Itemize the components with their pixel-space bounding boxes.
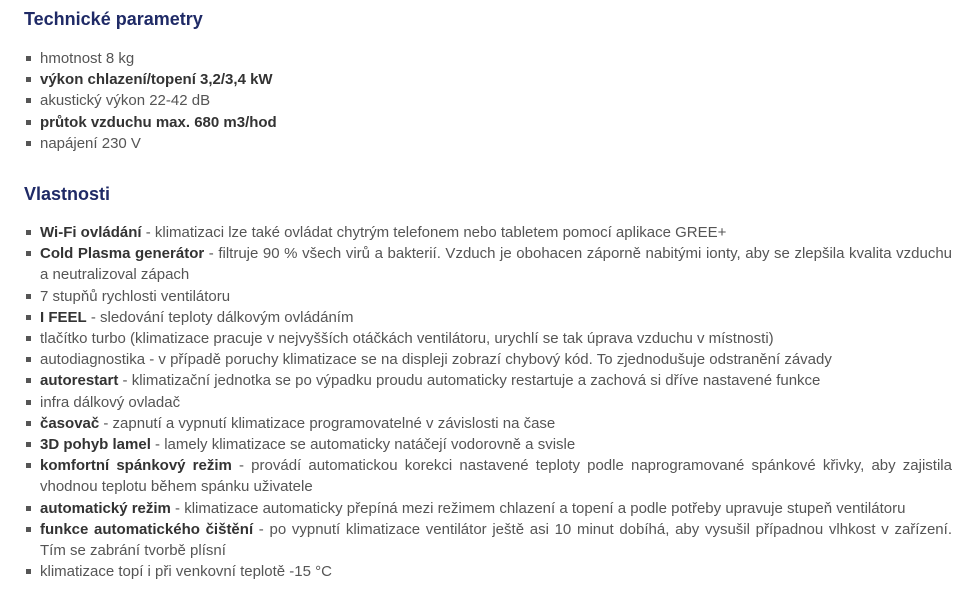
list-item-text: 7 stupňů rychlosti ventilátoru bbox=[40, 287, 231, 305]
list-item-text: - filtruje 90 % všech virů a bakterií. Vzduch je obohacen záporně nabitými ionty, aby se zlepšila kvalita vzduchu a neutralizoval zápach bbox=[40, 245, 952, 284]
square-bullet-icon bbox=[26, 294, 31, 299]
list-item bbox=[24, 370, 952, 391]
square-bullet-icon bbox=[26, 77, 31, 82]
square-bullet-icon bbox=[26, 463, 31, 468]
list-item bbox=[24, 307, 952, 328]
list-item-text: - lamely klimatizace se automaticky natáčejí vodorovně a svisle bbox=[150, 436, 576, 454]
list-item-bold: I FEEL bbox=[40, 308, 87, 326]
square-bullet-icon bbox=[26, 400, 31, 405]
list-item-text: napájení 230 V bbox=[40, 134, 141, 152]
list-item bbox=[24, 413, 952, 434]
list-item bbox=[24, 328, 952, 349]
list-item-bold: funkce automatického čištění bbox=[40, 520, 254, 538]
list-item-bold: automatický režim bbox=[40, 499, 171, 517]
square-bullet-icon bbox=[26, 120, 31, 125]
list-item bbox=[24, 349, 952, 370]
list-item bbox=[24, 286, 952, 307]
list-item-text: - po vypnutí klimatizace ventilátor ještě asi 10 minut dobíhá, aby vysušil případnou vlhkost v zařízení. Tím se zabrání tvorbě plísní bbox=[40, 520, 952, 560]
list-item bbox=[24, 434, 952, 455]
list-item bbox=[24, 519, 952, 561]
square-bullet-icon bbox=[26, 442, 31, 447]
properties-list bbox=[24, 222, 952, 582]
list-item-text: - zapnutí a vypnutí klimatizace programovatelné v závislosti na čase bbox=[99, 414, 556, 432]
square-bullet-icon bbox=[26, 230, 31, 235]
list-item-text: - klimatizace automaticky přepíná mezi režimem chlazení a topení a podle potřeby upravuje stupeň ventilátoru bbox=[170, 499, 906, 517]
section-heading-properties: Vlastnosti bbox=[24, 184, 111, 204]
square-bullet-icon bbox=[26, 378, 31, 383]
square-bullet-icon bbox=[26, 336, 31, 341]
list-item-bold: časovač bbox=[40, 414, 100, 432]
technical-parameters-list bbox=[24, 48, 952, 154]
square-bullet-icon bbox=[26, 98, 31, 103]
list-item bbox=[24, 112, 952, 133]
square-bullet-icon bbox=[26, 527, 31, 532]
list-item bbox=[24, 498, 952, 519]
list-item bbox=[24, 392, 952, 413]
list-item-bold: Wi-Fi ovládání bbox=[40, 224, 142, 241]
list-item-text: akustický výkon 22-42 dB bbox=[40, 92, 211, 110]
list-item bbox=[24, 561, 952, 582]
list-item bbox=[24, 69, 952, 90]
list-item bbox=[24, 133, 952, 154]
square-bullet-icon bbox=[26, 141, 31, 146]
square-bullet-icon bbox=[26, 56, 31, 61]
list-item bbox=[24, 90, 952, 111]
list-item-bold: autorestart bbox=[40, 372, 119, 390]
list-item-bold: 3D pohyb lamel bbox=[40, 436, 151, 454]
list-item-bold: komfortní spánkový režim bbox=[40, 457, 232, 475]
list-item-bold: průtok vzduchu max. 680 m3/hod bbox=[40, 113, 277, 131]
square-bullet-icon bbox=[26, 357, 31, 362]
list-item-text: infra dálkový ovladač bbox=[40, 393, 181, 411]
list-item-text: - provádí automatickou korekci nastavené teploty podle naprogramované spánkové křivky, aby zajistila vhodnou teplotu během spánku uživatele bbox=[40, 457, 952, 496]
square-bullet-icon bbox=[26, 315, 31, 320]
list-item-text: - klimatizaci lze také ovládat chytrým telefonem nebo tabletem pomocí aplikace GREE+ bbox=[141, 224, 727, 241]
list-item bbox=[24, 455, 952, 497]
list-item-text: hmotnost 8 kg bbox=[40, 50, 135, 67]
square-bullet-icon bbox=[26, 251, 31, 256]
list-item bbox=[24, 222, 952, 243]
list-item-text: - klimatizační jednotka se po výpadku proudu automaticky restartuje a zachová si dříve nastavené funkce bbox=[118, 372, 821, 390]
list-item bbox=[24, 243, 952, 285]
list-item-bold: Cold Plasma generátor bbox=[40, 245, 205, 263]
square-bullet-icon bbox=[26, 569, 31, 574]
list-item-text: tlačítko turbo (klimatizace pracuje v nejvyšších otáčkách ventilátoru, urychlí se tak úprava vzduchu v místnosti) bbox=[40, 330, 774, 348]
list-item-text: - sledování teploty dálkovým ovládáním bbox=[86, 308, 354, 326]
list-item bbox=[24, 48, 952, 69]
section-heading-technical-parameters: Technické parametry bbox=[24, 9, 203, 29]
list-item-text: autodiagnostika - v případě poruchy klimatizace se na displeji zobrazí chybový kód. To zjednodušuje odstranění závady bbox=[40, 351, 832, 369]
list-item-text: klimatizace topí i při venkovní teplotě -15 °C bbox=[40, 563, 332, 581]
list-item-bold: výkon chlazení/topení 3,2/3,4 kW bbox=[40, 71, 273, 89]
square-bullet-icon bbox=[26, 506, 31, 511]
square-bullet-icon bbox=[26, 421, 31, 426]
